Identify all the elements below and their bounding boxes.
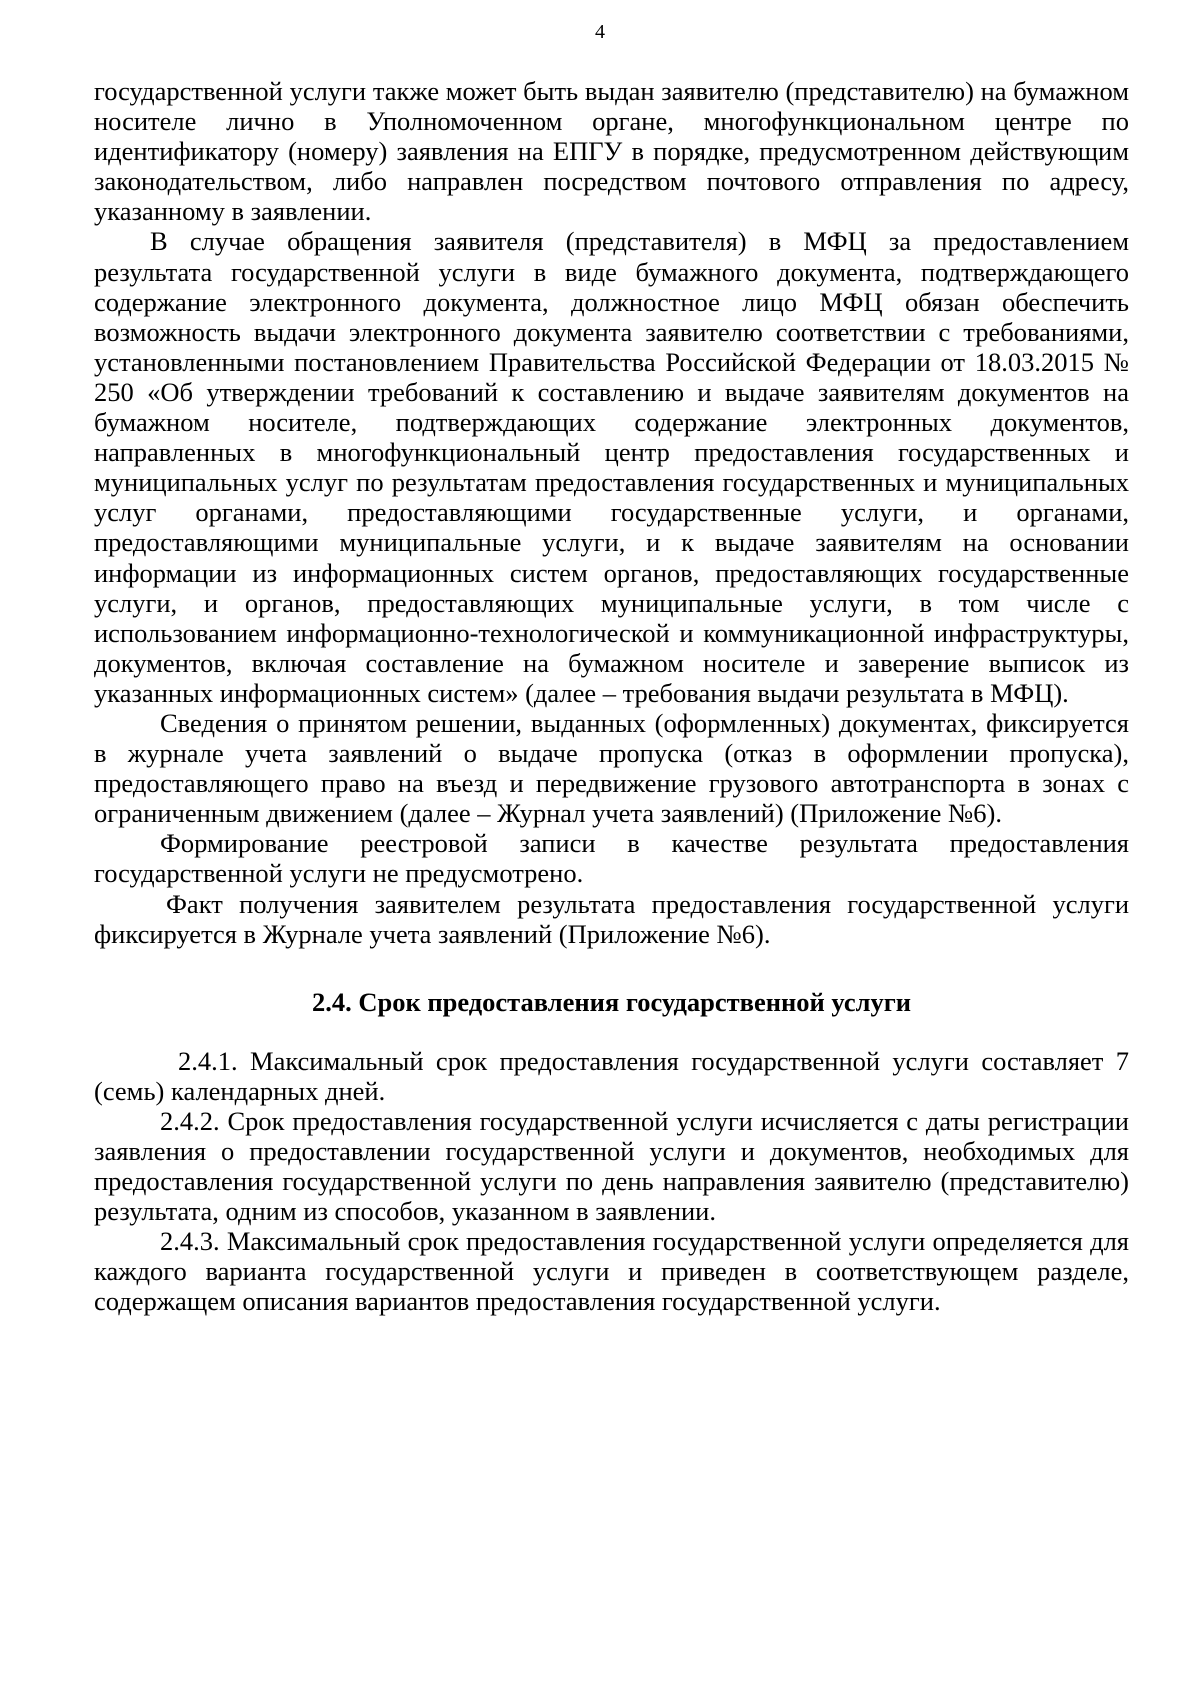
paragraph-decision-info: Сведения о принятом решении, выданных (оформленных) документах, фиксируется в журнале учета заявлений о выдаче пропуска (отказ в оформлении пропуска), предоставляющего право на въезд и передвижение грузового автотранспорта в зонах с ограниченным движением (далее – Журнал учета заявлений) (Приложение №6). <box>94 707 1129 829</box>
section-heading: 2.4. Срок предоставления государственной услуги <box>311 986 912 1017</box>
paragraph-receipt-fact: Факт получения заявителем результата предоставления государственной услуги фиксируется в Журнале учета заявлений (Приложение №6). <box>94 888 1129 949</box>
page-number: 4 <box>595 21 605 43</box>
paragraph-2-4-2: 2.4.2. Срок предоставления государственной услуги исчисляется с даты регистрации заявления о предоставлении государственной услуги и документов, необходимых для предоставления государственной услуги по день направления заявителю (представителю) результата, одним из способов, указанном в заявлении. <box>94 1105 1129 1227</box>
paragraph-2-4-3: 2.4.3. Максимальный срок предоставления государственной услуги определяется для каждого варианта государственной услуги и приведен в соответствующем разделе, содержащем описания вариантов предоставления государственной услуги. <box>94 1226 1129 1317</box>
paragraph-continuation: государственной услуги также может быть выдан заявителю (представителю) на бумажном носителе лично в Уполномоченном органе, многофункциональном центре по идентификатору (номеру) заявления на ЕПГУ в порядке, предусмотренном действующим законодательством, либо направлен посредством почтового отправления по адресу, указанному в заявлении. <box>94 76 1129 227</box>
paragraph-2-4-1: 2.4.1. Максимальный срок предоставления государственной услуги составляет 7 (семь) календарных дней. <box>94 1045 1129 1106</box>
paragraph-mfc-paper-document: В случае обращения заявителя (представителя) в МФЦ за предоставлением результата государственной услуги в виде бумажного документа, подтверждающего содержание электронного документа, должностное лицо МФЦ обязан обеспечить возможность выдачи электронного документа заявителю соответствии с требованиями, установленными постановлением Правительства Российской Федерации от 18.03.2015 № 250 «Об утверждении требований к составлению и выдаче заявителям документов на бумажном носителе, подтверждающих содержание электронных документов, направленных в многофункциональный центр предоставления государственных и муниципальных услуг по результатам предоставления государственных и муниципальных услуг органами, предоставляющими государственные услуги, и органами, предоставляющими муниципальные услуги, и к выдаче заявителям на основании информации из информационных систем органов, предоставляющих государственные услуги, и органов, предоставляющих муниципальные услуги, в том числе с использованием информационно-технологической и коммуникационной инфраструктуры, документов, включая составление на бумажном носителе и заверение выписок из указанных информационных систем» (далее – требования выдачи результата в МФЦ). <box>94 226 1129 708</box>
paragraph-registry-record: Формирование реестровой записи в качестве результата предоставления государственной услуги не предусмотрено. <box>94 828 1129 889</box>
document-body <box>94 76 1129 1317</box>
